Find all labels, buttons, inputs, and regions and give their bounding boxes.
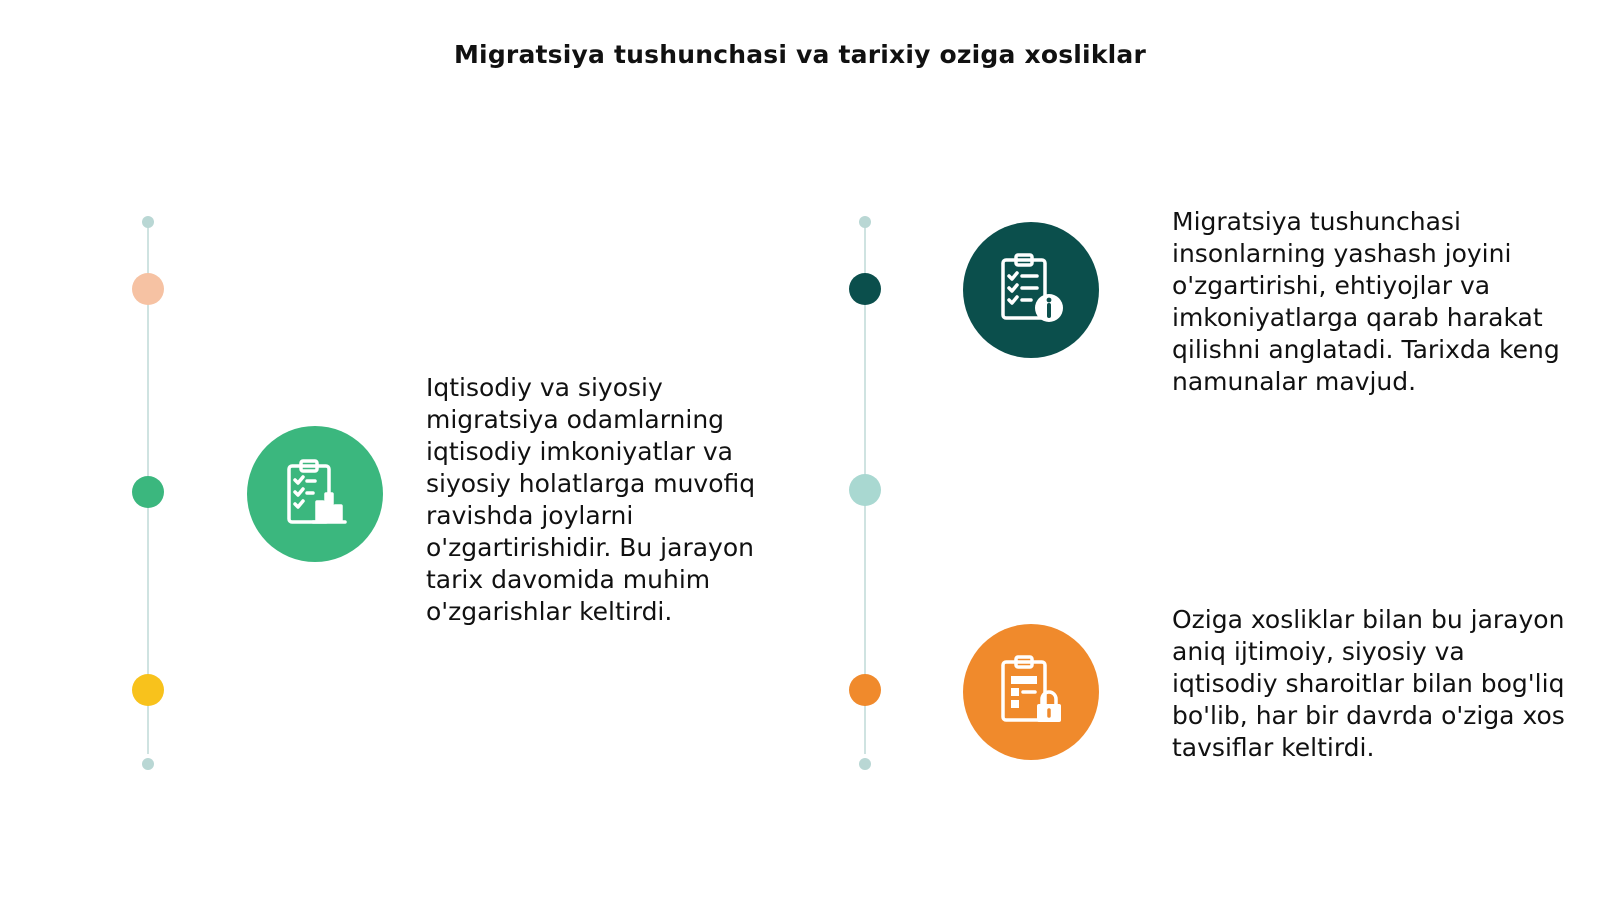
timeline-dot [132,273,164,305]
item-description: Iqtisodiy va siyosiy migratsiya odamlarning iqtisodiy imkoniyatlar va siyosiy holatlarga muvofiq ravishda joylarni o'zgartirishidir. Bu jarayon tarix davomida muhim o'zgarishlar keltirdi. [426,373,756,626]
timeline-end-dot [142,758,154,770]
timeline-dot [132,476,164,508]
timeline-dot [849,674,881,706]
timeline-end-dot [859,758,871,770]
page-title: Migratsiya tushunchasi va tarixiy oziga xosliklar [453,40,1147,69]
timeline-dot [132,674,164,706]
clipboard-lock-icon [963,624,1099,760]
item-description: Oziga xosliklar bilan bu jarayon aniq ijtimoiy, siyosiy va iqtisodiy sharoitlar bilan bog'liq bo'lib, har bir davrda o'ziga xos tavsiflar keltirdi. [1172,605,1565,762]
timeline-dot [849,273,881,305]
clipboard-info-icon [963,222,1099,358]
timeline-end-dot [859,216,871,228]
timeline-dot [849,474,881,506]
item-description: Migratsiya tushunchasi insonlarning yashash joyini o'zgartirishi, ehtiyojlar va imkoniyatlarga qarab harakat qilishni anglatadi. Tarixda keng namunalar mavjud. [1172,207,1560,396]
timeline-end-dot [142,216,154,228]
clipboard-chart-icon [247,426,383,562]
